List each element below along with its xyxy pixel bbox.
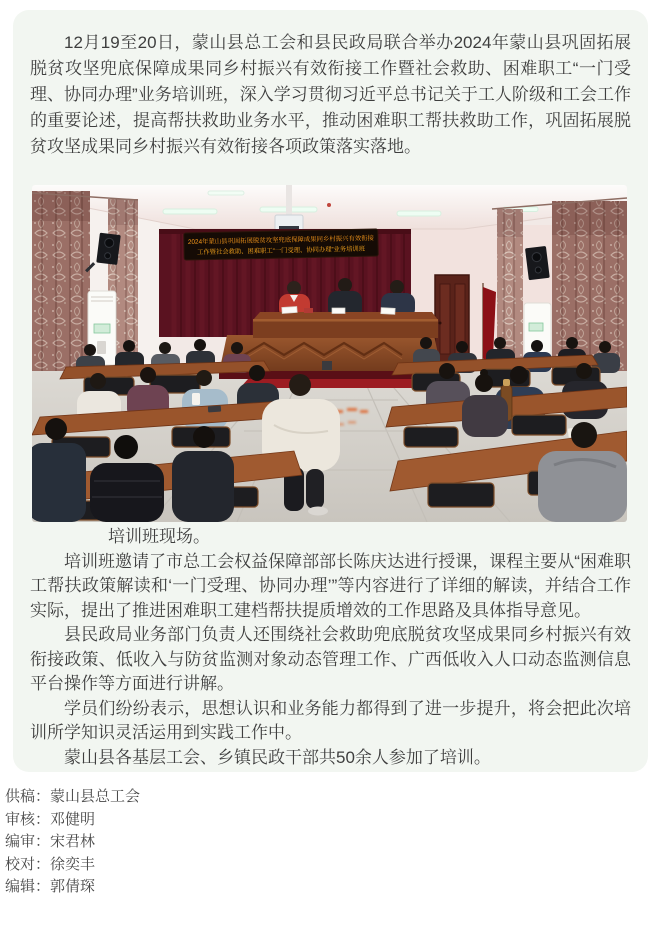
credit-line-editor: 编辑：郭倩琛	[5, 878, 96, 896]
credits-block	[5, 786, 657, 899]
article-page	[0, 10, 657, 899]
article-card	[13, 10, 648, 772]
credit-line-reviewer: 审核：邓健明	[5, 810, 96, 828]
article-paragraph: 县民政局业务部门负责人还围绕社会救助兜底脱贫攻坚成果同乡村振兴有效衔接政策、低收入与防贫监测对象动态管理工作、广西低收入人口动态监测信息平台操作等方面进行讲解。	[30, 625, 631, 693]
article-photo[interactable]	[32, 185, 627, 522]
led-banner-line1: 2024年蒙山县巩固拓展脱贫攻坚兜底保障成果同乡村振兴有效衔接	[187, 234, 378, 246]
credit-line-contributor: 供稿：蒙山县总工会	[5, 788, 141, 805]
article-paragraph: 蒙山县各基层工会、乡镇民政干部共50余人参加了培训。	[64, 747, 491, 767]
article-paragraph: 12月19至20日，蒙山县总工会和县民政局联合举办2024年蒙山县巩固拓展脱贫攻坚兜底保障成果同乡村振兴有效衔接工作暨社会救助、困难职工“一门受理、协同办理”业务培训班，深入学习贯彻习近平总书记关于工人阶级和工会工作的重要论述，提高帮扶救助业务水平，推动困难职工帮扶救助工作，巩固拓展脱贫攻坚成果同乡村振兴有效衔接各项政策落实落地。	[30, 33, 631, 156]
led-banner-line2: 工作暨社会救助、困难职工“一门受理、协同办理”业务培训班	[197, 245, 371, 257]
article-paragraph: 培训班邀请了市总工会权益保障部部长陈庆达进行授课，课程主要从“困难职工帮扶政策解读和‘一门受理、协同办理’”等内容进行了详细的解读，并结合工作实际，提出了推进困难职工建档帮扶提质增效的工作思路及具体指导意见。	[30, 551, 631, 620]
article-paragraph: 学员们纷纷表示，思想认识和业务能力都得到了进一步提升，将会把此次培训所学知识灵活运用到实践工作中。	[30, 698, 631, 742]
photo-caption: 培训班现场。	[108, 527, 210, 546]
training-photo-scene	[32, 185, 627, 522]
credit-line-chief-editor: 编审：宋君林	[5, 833, 96, 851]
credit-line-proofreader: 校对：徐奕丰	[5, 855, 96, 873]
speaker-right	[525, 246, 550, 280]
led-banner	[184, 229, 379, 260]
